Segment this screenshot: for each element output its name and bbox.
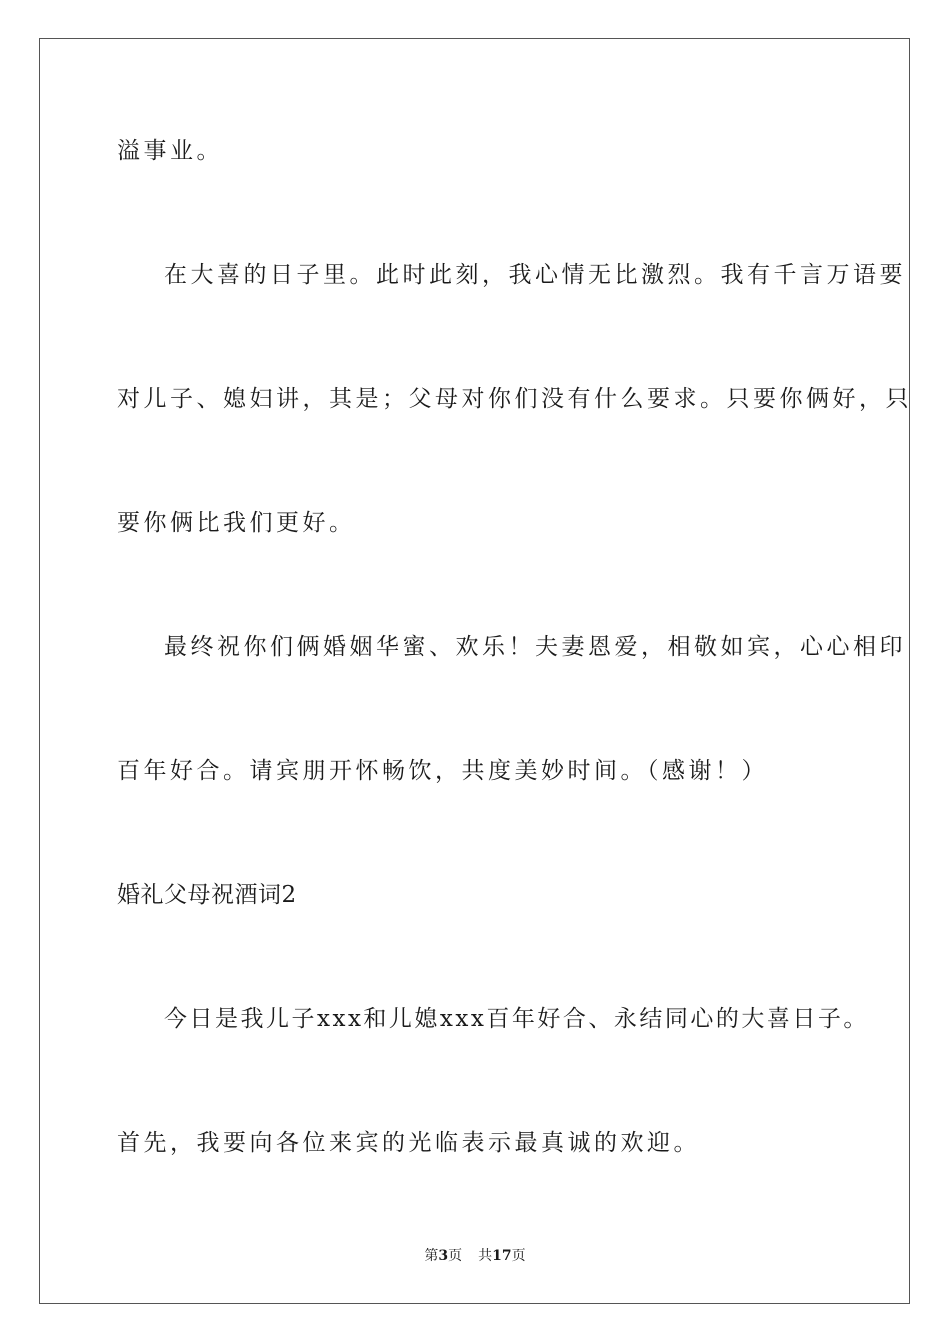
paragraph-line-8: 首先，我要向各位来宾的光临表示最真诚的欢迎。 bbox=[117, 1130, 700, 1156]
total-pages: 17 bbox=[492, 1248, 512, 1264]
total-prefix: 共 bbox=[478, 1248, 493, 1264]
page-suffix: 页 bbox=[448, 1248, 463, 1264]
paragraph-line-1: 溢事业。 bbox=[117, 138, 223, 164]
paragraph-line-7: 今日是我儿子xxx和儿媳xxx百年好合、永结同心的大喜日子。 bbox=[164, 1006, 869, 1032]
total-suffix: 页 bbox=[511, 1248, 526, 1264]
page-border bbox=[39, 38, 910, 1304]
page-number: 3 bbox=[438, 1248, 449, 1264]
paragraph-line-3: 对儿子、媳妇讲，其是；父母对你们没有什么要求。只要你俩好，只 bbox=[117, 386, 912, 412]
paragraph-line-2: 在大喜的日子里。此时此刻，我心情无比激烈。我有千言万语要 bbox=[164, 262, 906, 288]
page-footer bbox=[0, 1246, 950, 1266]
paragraph-line-4: 要你俩比我们更好。 bbox=[117, 510, 356, 536]
paragraph-line-6: 百年好合。请宾朋开怀畅饮，共度美妙时间。（感谢！） bbox=[117, 758, 768, 784]
paragraph-line-5: 最终祝你们俩婚姻华蜜、欢乐！夫妻恩爱，相敬如宾，心心相印 bbox=[164, 634, 906, 660]
section-heading: 婚礼父母祝酒词2 bbox=[117, 882, 297, 908]
page-prefix: 第 bbox=[424, 1248, 439, 1264]
